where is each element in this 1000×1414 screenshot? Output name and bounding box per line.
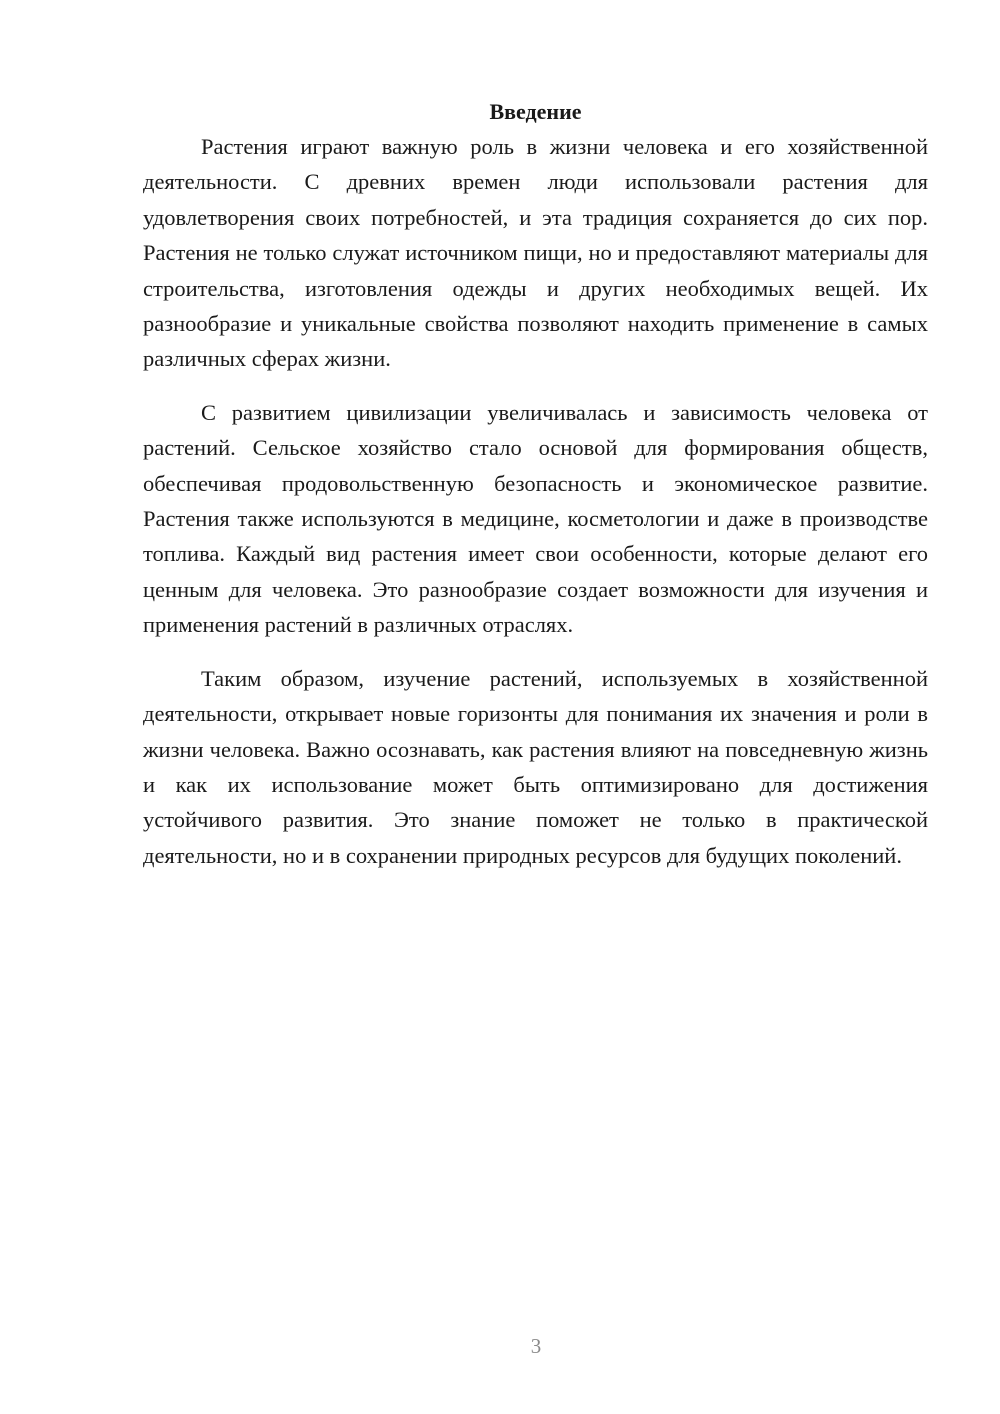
section-title: Введение — [489, 99, 582, 124]
paragraph-1: Растения играют важную роль в жизни человека и его хозяйственной деятельности. С древних времен люди использовали растения для удовлетворения своих потребностей, и эта традиция сохраняется до сих пор. Растения не только служат источником пищи, но и предоставляют материалы для строительства, изготовления одежды и других необходимых вещей. Их разнообразие и уникальные свойства позволяют находить применение в самых различных сферах жизни. — [143, 134, 928, 372]
paragraph-2: С развитием цивилизации увеличивалась и зависимость человека от растений. Сельское хозяйство стало основой для формирования обществ, обеспечивая продовольственную безопасность и экономическое развитие. Растения также используются в медицине, косметологии и даже в производстве топлива. Каждый вид растения имеет свои особенности, которые делают его ценным для человека. Это разнообразие создает возможности для изучения и применения растений в различных отраслях. — [143, 399, 928, 638]
paragraph-3: Таким образом, изучение растений, используемых в хозяйственной деятельности, открывает новые горизонты для понимания их значения и роли в жизни человека. Важно осознавать, как растения влияют на повседневную жизнь и как их использование может быть оптимизировано для достижения устойчивого развития. Это знание поможет не только в практической деятельности, но и в сохранении природных ресурсов для будущих поколений. — [143, 665, 928, 868]
page-number: 3 — [530, 1334, 542, 1358]
page-content — [143, 94, 928, 873]
